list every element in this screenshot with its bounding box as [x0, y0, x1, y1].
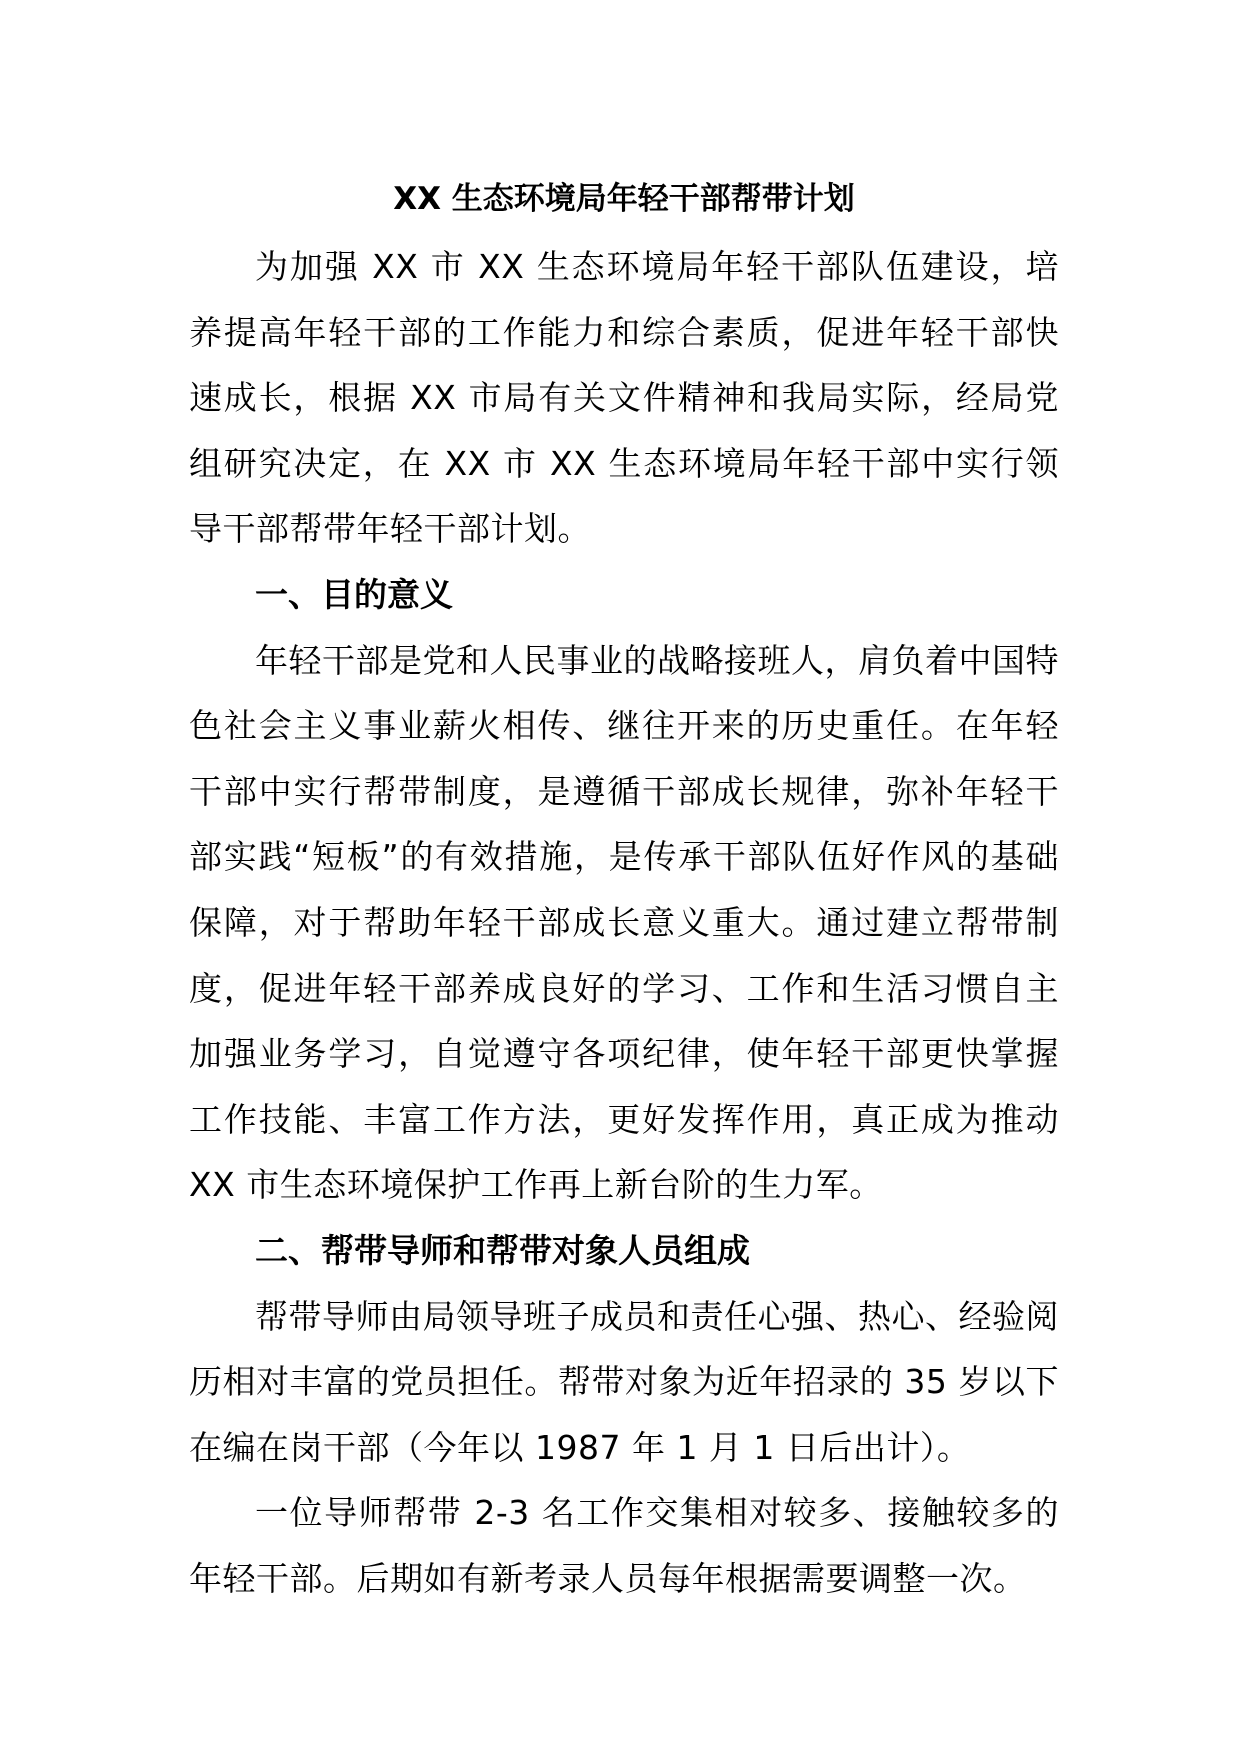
section-body-purpose: 年轻干部是党和人民事业的战略接班人，肩负着中国特色社会主义事业薪火相传、继往开来的历史重任。在年轻干部中实行帮带制度，是遵循干部成长规律，弥补年轻干部实践“短板”的有效措施，是传承干部队伍好作风的基础保障，对于帮助年轻干部成长意义重大。通过建立帮带制度，促进年轻干部养成良好的学习、工作和生活习惯自主加强业务学习，自觉遵守各项纪律，使年轻干部更快掌握工作技能、丰富工作方法，更好发挥作用，真正成为推动 XX 市生态环境保护工作再上新台阶的生力军。: [189, 640, 1059, 1205]
section-heading-members: 二、帮带导师和帮带对象人员组成: [255, 1230, 750, 1270]
document-title: XX 生态环境局年轻干部帮带计划: [393, 181, 855, 217]
document-page: [189, 170, 1059, 1611]
section-body-members-2: 一位导师帮带 2-3 名工作交集相对较多、接触较多的年轻干部。后期如有新考录人员每年根据需要调整一次。: [189, 1493, 1059, 1598]
section-body-members-1: 帮带导师由局领导班子成员和责任心强、热心、经验阅历相对丰富的党员担任。帮带对象为近年招录的 35 岁以下在编在岗干部（今年以 1987 年 1 月 1 日后出计）。: [189, 1296, 1059, 1467]
section-heading-purpose: 一、目的意义: [255, 574, 453, 614]
intro-paragraph: 为加强 XX 市 XX 生态环境局年轻干部队伍建设，培养提高年轻干部的工作能力和综合素质，促进年轻干部快速成长，根据 XX 市局有关文件精神和我局实际，经局党组研究决定，在 XX 市 XX 生态环境局年轻干部中实行领导干部帮带年轻干部计划。: [189, 247, 1059, 549]
